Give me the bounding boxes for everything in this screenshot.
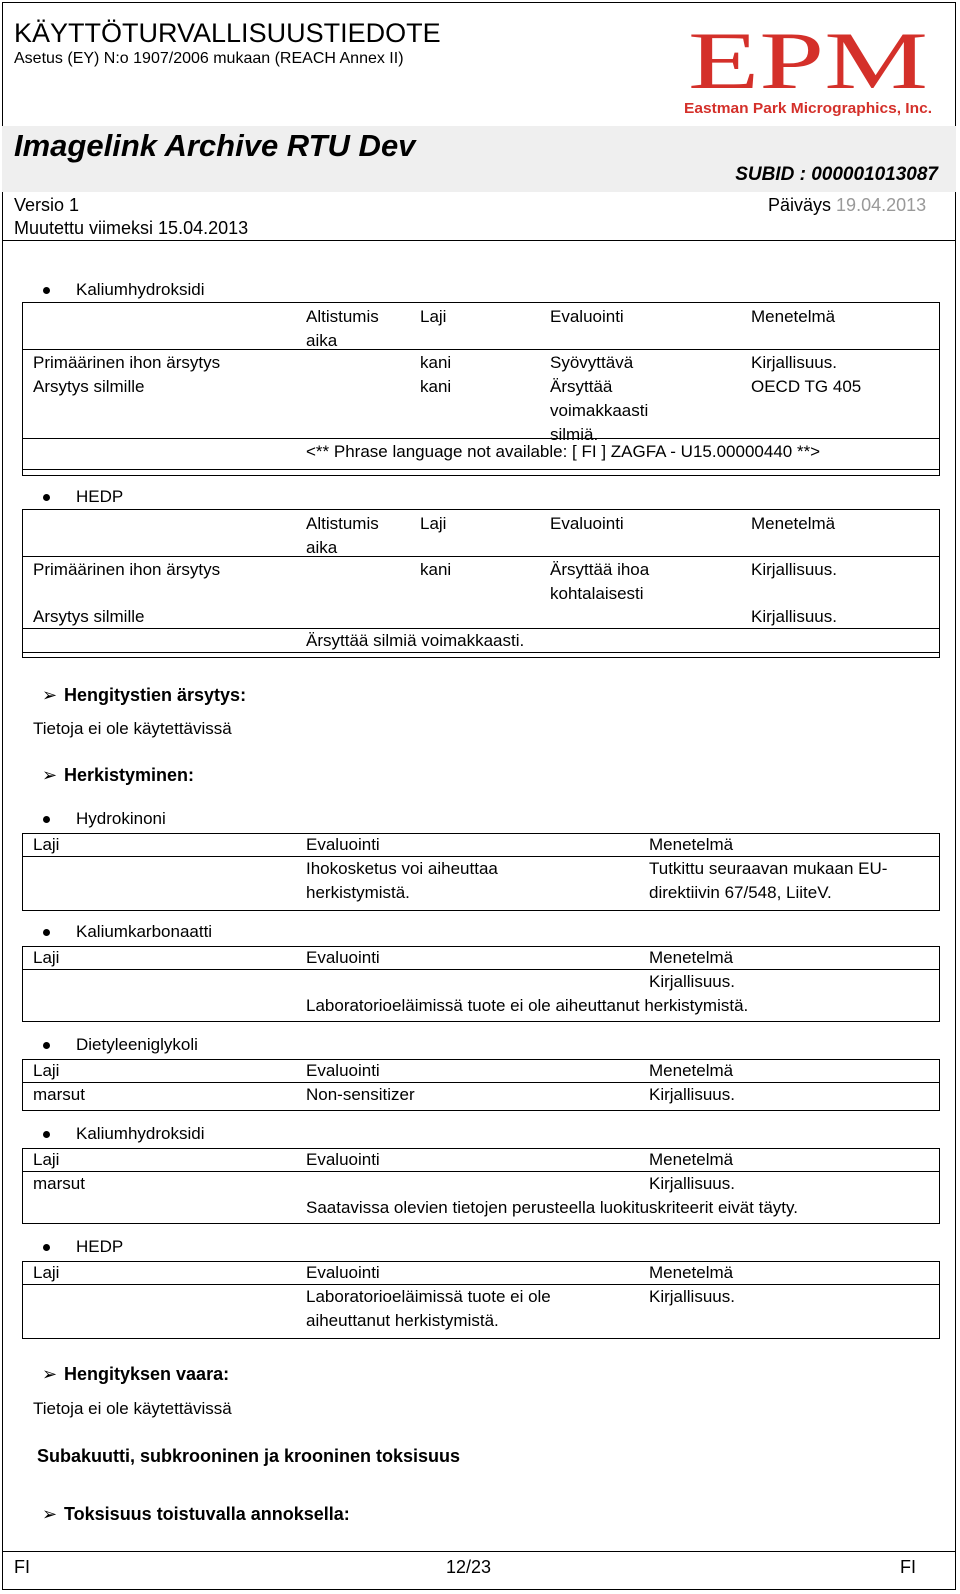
- note: <** Phrase language not available: [ FI ] ZAGFA - U15.00000440 **>: [306, 442, 821, 461]
- species: kani: [420, 353, 452, 372]
- substance-name: Kaliumkarbonaatti: [76, 922, 213, 941]
- date-value: 19.04.2013: [836, 195, 927, 215]
- section-heading-sensitization: ➢ Herkistyminen:: [42, 765, 195, 785]
- row-label: Arsytys silmille: [33, 377, 145, 396]
- row-label: Primäärinen ihon ärsytys: [33, 353, 221, 372]
- evaluation: Ihokosketus voi aiheuttaa herkistymistä.: [306, 859, 498, 902]
- note: Ärsyttää silmiä voimakkaasti.: [306, 631, 525, 650]
- column-header: Menetelmä: [649, 1150, 734, 1169]
- header-divider: [2, 240, 956, 241]
- column-header: Evaluointi: [306, 948, 380, 967]
- method: Kirjallisuus.: [751, 607, 837, 626]
- method: Kirjallisuus.: [751, 560, 837, 579]
- column-header: Altistumis aika: [306, 514, 379, 557]
- column-header: Laji: [33, 1263, 60, 1282]
- column-header: Evaluointi: [550, 307, 624, 326]
- bullet-icon: [43, 1131, 50, 1138]
- footer-divider: [2, 1551, 956, 1552]
- note: Laboratorioeläimissä tuote ei ole aiheuttanut herkistymistä.: [306, 996, 749, 1015]
- method: Kirjallisuus.: [649, 1085, 735, 1104]
- column-header: Menetelmä: [649, 948, 734, 967]
- page-number: 12/23: [446, 1557, 492, 1577]
- column-header: Laji: [33, 835, 60, 854]
- respiratory-irritation-text: Tietoja ei ole käytettävissä: [33, 719, 232, 738]
- column-header: Evaluointi: [306, 1263, 380, 1282]
- section-heading-subchronic: Subakuutti, subkrooninen ja krooninen toksisuus: [37, 1446, 461, 1466]
- evaluation: Ärsyttää voimakkaasti silmiä.: [550, 377, 649, 444]
- evaluation: Non-sensitizer: [306, 1085, 415, 1104]
- column-header: Menetelmä: [649, 1263, 734, 1282]
- column-header: Laji: [420, 307, 447, 326]
- footer-language-right: FI: [900, 1557, 916, 1577]
- sensitization-table-hedp: [22, 1261, 940, 1339]
- evaluation: Laboratorioeläimissä tuote ei ole aiheuttanut herkistymistä.: [306, 1287, 551, 1330]
- sensitization-table-hydrokinoni: [22, 833, 940, 911]
- column-header: Menetelmä: [649, 1061, 734, 1080]
- substance-name: HEDP: [76, 487, 124, 506]
- irritation-table-kaliumhydroksidi: [22, 302, 940, 476]
- column-header: Laji: [420, 514, 447, 533]
- column-header: Laji: [33, 1061, 60, 1080]
- column-header: Menetelmä: [649, 835, 734, 854]
- evaluation: Ärsyttää ihoa kohtalaisesti: [550, 560, 650, 603]
- substance-name: Kaliumhydroksidi: [76, 1124, 205, 1143]
- note: Saatavissa olevien tietojen perusteella luokituskriteerit eivät täyty.: [306, 1198, 798, 1217]
- column-header: Menetelmä: [751, 514, 836, 533]
- species: kani: [420, 377, 452, 396]
- bullet-icon: [43, 816, 50, 823]
- modified-date: Muutettu viimeksi 15.04.2013: [14, 218, 249, 238]
- method: Kirjallisuus.: [649, 1174, 735, 1193]
- bullet-icon: [43, 1244, 50, 1251]
- bullet-icon: [43, 1042, 50, 1049]
- substance-name: Hydrokinoni: [76, 809, 166, 828]
- document-title: KÄYTTÖTURVALLISUUSTIEDOTE: [14, 18, 441, 48]
- footer-language-left: FI: [14, 1557, 30, 1577]
- svg-text:EPM: EPM: [688, 20, 928, 106]
- irritation-table-hedp: [22, 509, 940, 658]
- column-header: Altistumis aika: [306, 307, 379, 350]
- epm-logo: [683, 20, 938, 125]
- arrow-bullet-icon: ➢: [42, 1504, 58, 1524]
- row-label: Primäärinen ihon ärsytys: [33, 560, 221, 579]
- section-heading-repeated-dose: ➢ Toksisuus toistuvalla annoksella:: [42, 1504, 350, 1524]
- arrow-bullet-icon: ➢: [42, 1364, 58, 1384]
- version: Versio 1: [14, 195, 80, 215]
- row-label: Arsytys silmille: [33, 607, 145, 626]
- method: OECD TG 405: [751, 377, 862, 396]
- column-header: Laji: [33, 948, 60, 967]
- evaluation: Syövyttävä: [550, 353, 634, 372]
- column-header: Evaluointi: [306, 835, 380, 854]
- method: Tutkittu seuraavan mukaan EU-direktiivin 67/548, LiiteV.: [649, 859, 888, 902]
- revision-date: [768, 195, 926, 215]
- column-header: Evaluointi: [306, 1150, 380, 1169]
- product-name: Imagelink Archive RTU Dev: [14, 128, 416, 163]
- sensitization-table-kaliumkarbonaatti: [22, 946, 940, 1022]
- sensitization-table-dietyleeniglykoli: [22, 1059, 940, 1111]
- method: Kirjallisuus.: [649, 1287, 735, 1306]
- bullet-icon: [43, 287, 50, 294]
- substance-name: Dietyleeniglykoli: [76, 1035, 198, 1054]
- column-header: Evaluointi: [550, 514, 624, 533]
- column-header: Laji: [33, 1150, 60, 1169]
- inhalation-hazard-text: Tietoja ei ole käytettävissä: [33, 1399, 232, 1418]
- sensitization-table-kaliumhydroksidi: [22, 1148, 940, 1224]
- bullet-icon: [43, 929, 50, 936]
- arrow-bullet-icon: ➢: [42, 765, 58, 785]
- substance-name: HEDP: [76, 1237, 124, 1256]
- section-heading-inhalation-hazard: ➢ Hengityksen vaara:: [42, 1364, 230, 1384]
- bullet-icon: [43, 494, 50, 501]
- subid: SUBID : 000001013087: [735, 164, 938, 185]
- svg-text:Eastman Park Micrographics, In: Eastman Park Micrographics, Inc.: [684, 100, 932, 117]
- regulation-text: Asetus (EY) N:o 1907/2006 mukaan (REACH Annex II): [14, 50, 404, 67]
- arrow-bullet-icon: ➢: [42, 685, 58, 705]
- section-heading-respiratory-irritation: ➢ Hengitystien ärsytys:: [42, 685, 247, 705]
- species: kani: [420, 560, 452, 579]
- date-label: Päiväys: [768, 195, 832, 215]
- species: marsut: [33, 1085, 85, 1104]
- column-header: Menetelmä: [751, 307, 836, 326]
- substance-name: Kaliumhydroksidi: [76, 280, 205, 299]
- species: marsut: [33, 1174, 85, 1193]
- method: Kirjallisuus.: [751, 353, 837, 372]
- method: Kirjallisuus.: [649, 972, 735, 991]
- column-header: Evaluointi: [306, 1061, 380, 1080]
